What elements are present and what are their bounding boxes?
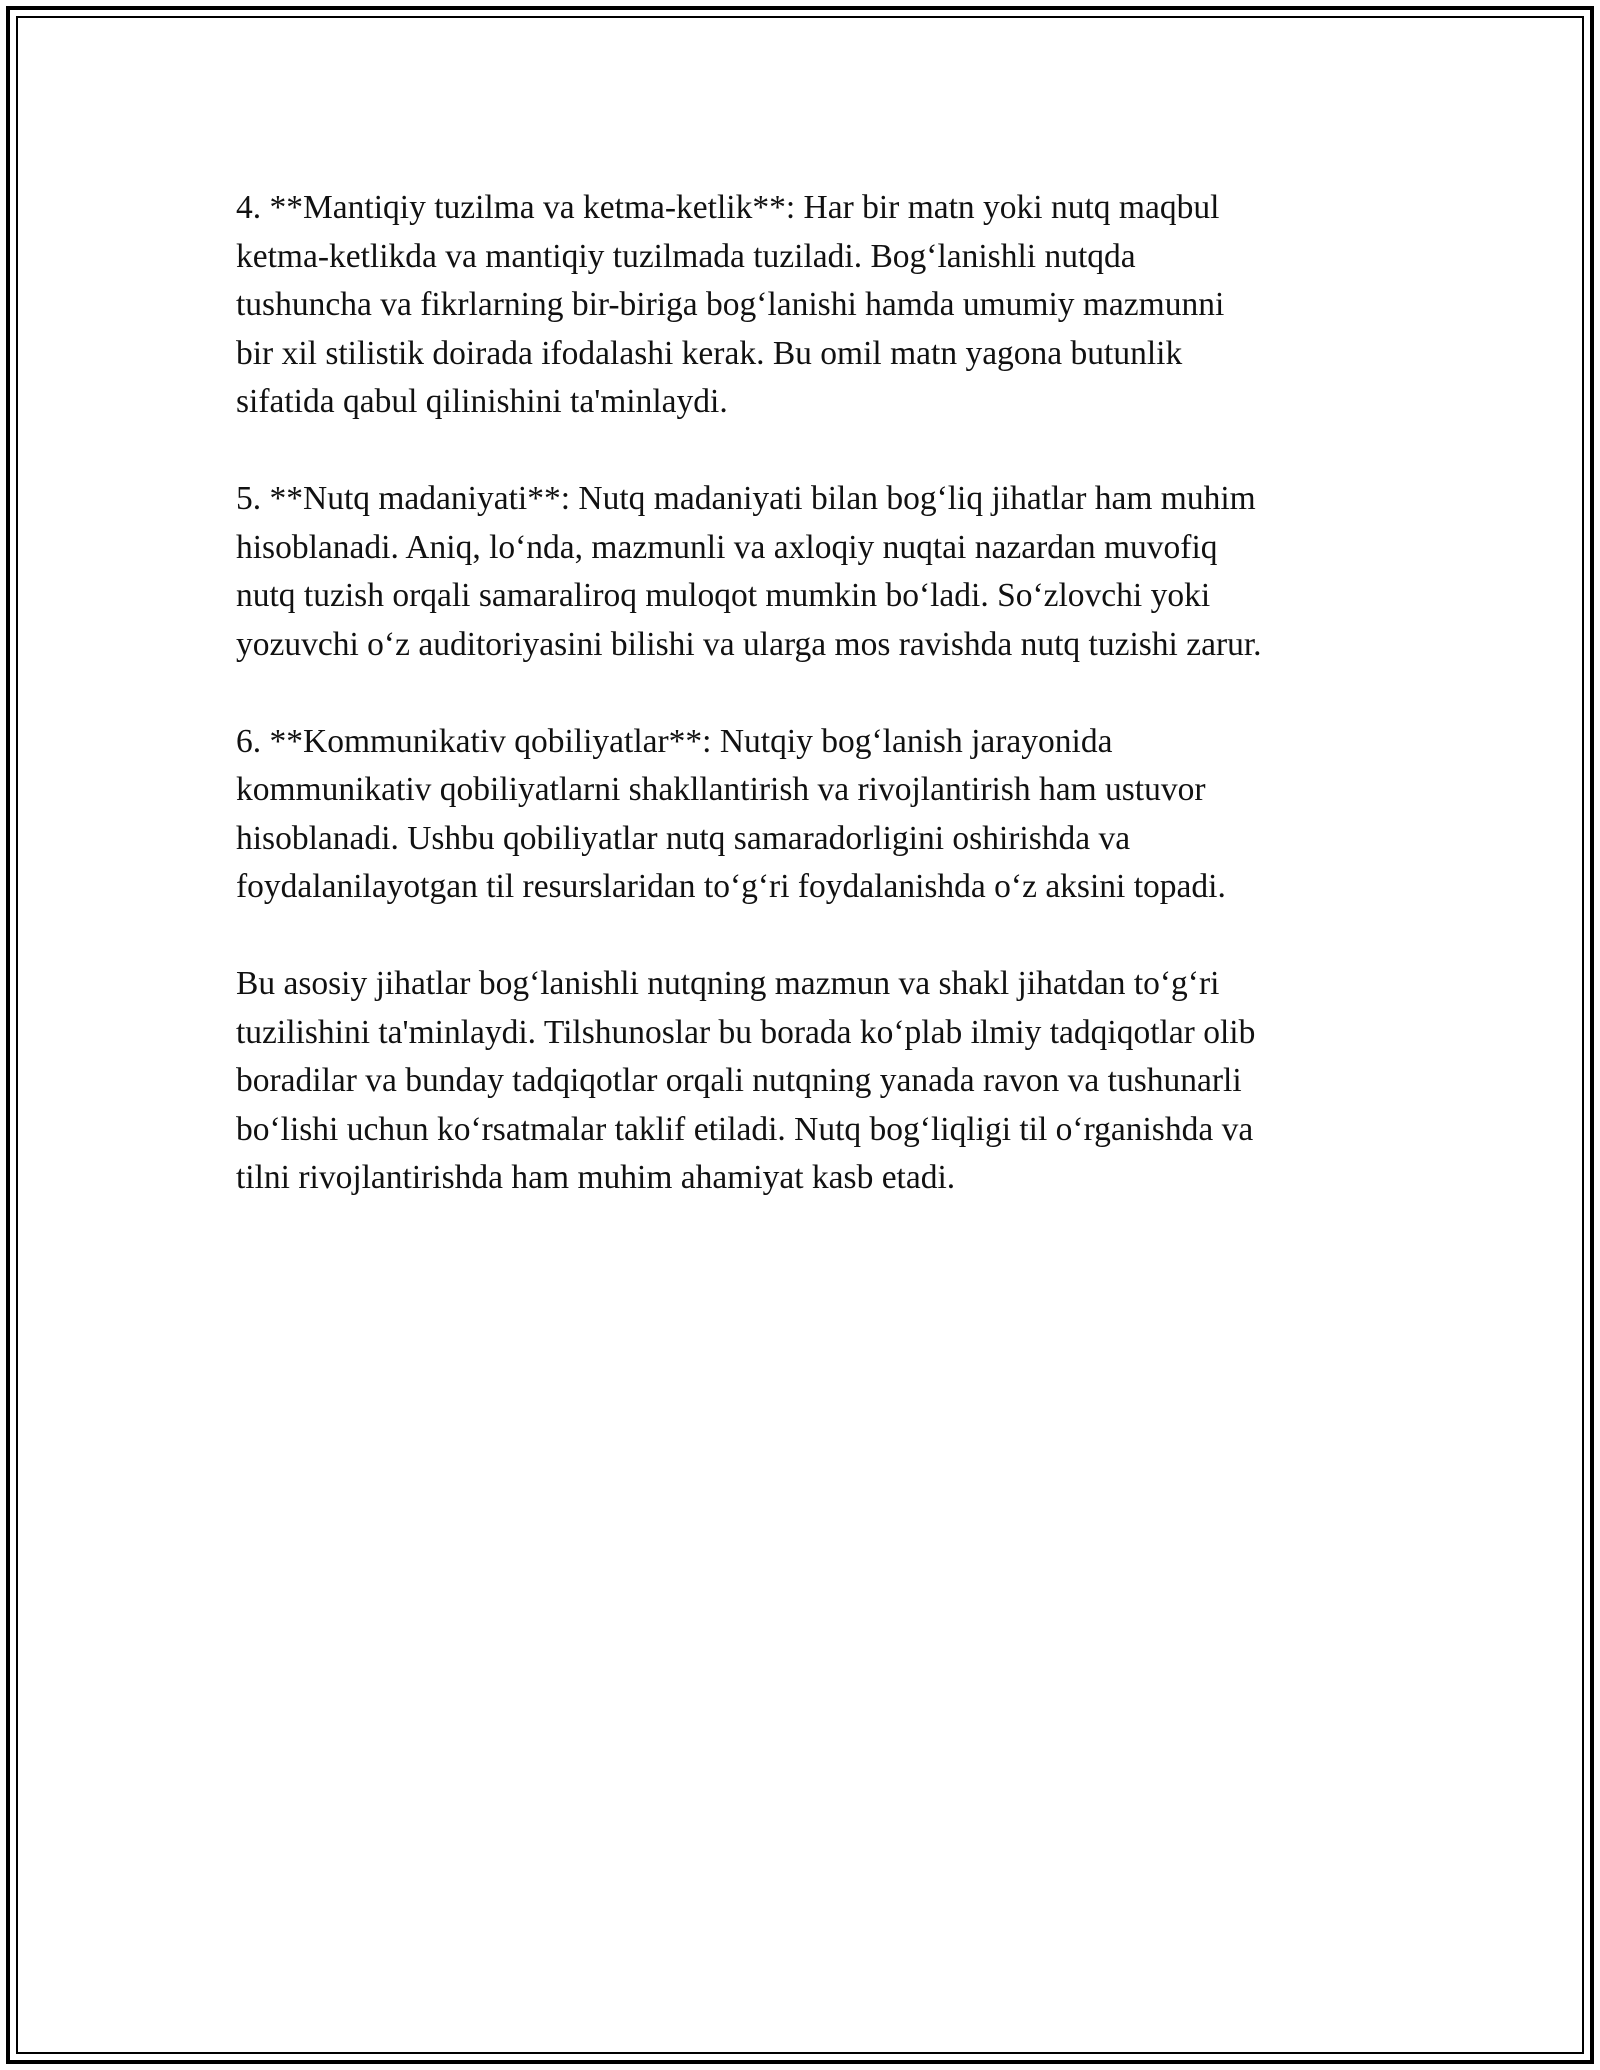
paragraph-communicative-abilities: 6. **Kommunikativ qobiliyatlar**: Nutqiy bog‘lanish jarayonida kommunikativ qobiliyatlarni shakllantirish va rivojlantirish ham ustuvor hisoblanadi. Ushbu qobiliyatlar nutq samaradorligini oshirishda va foydalanilayotgan til resurslaridan to‘g‘ri foydalanishda o‘z aksini topadi.	[236, 722, 1226, 905]
paragraph-speech-culture: 5. **Nutq madaniyati**: Nutq madaniyati bilan bog‘liq jihatlar ham muhim hisoblanadi. Aniq, lo‘nda, mazmunli va axloqiy nuqtai nazardan muvofiq nutq tuzish orqali samaraliroq muloqot mumkin bo‘ladi. So‘zlovchi yoki yozuvchi o‘z auditoriyasini bilishi va ularga mos ravishda nutq tuzishi zarur.	[236, 480, 1262, 663]
document-body	[236, 184, 1386, 1251]
paragraph-conclusion: Bu asosiy jihatlar bog‘lanishli nutqning mazmun va shakl jihatdan to‘g‘ri tuzilishini ta'minlaydi. Tilshunoslar bu borada ko‘plab ilmiy tadqiqotlar olib boradilar va bunday tadqiqotlar orqali nutqning yanada ravon va tushunarli bo‘lishi uchun ko‘rsatmalar taklif etiladi. Nutq bog‘liqligi til o‘rganishda va tilni rivojlantirishda ham muhim ahamiyat kasb etadi.	[236, 965, 1256, 1196]
paragraph-logical-structure: 4. **Mantiqiy tuzilma va ketma-ketlik**: Har bir matn yoki nutq maqbul ketma-ketlikda va mantiqiy tuzilmada tuziladi. Bog‘lanishli nutqda tushuncha va fikrlarning bir-biriga bog‘lanishi hamda umumiy mazmunni bir xil stilistik doirada ifodalashi kerak. Bu omil matn yagona butunlik sifatida qabul qilinishini ta'minlaydi.	[236, 189, 1225, 420]
